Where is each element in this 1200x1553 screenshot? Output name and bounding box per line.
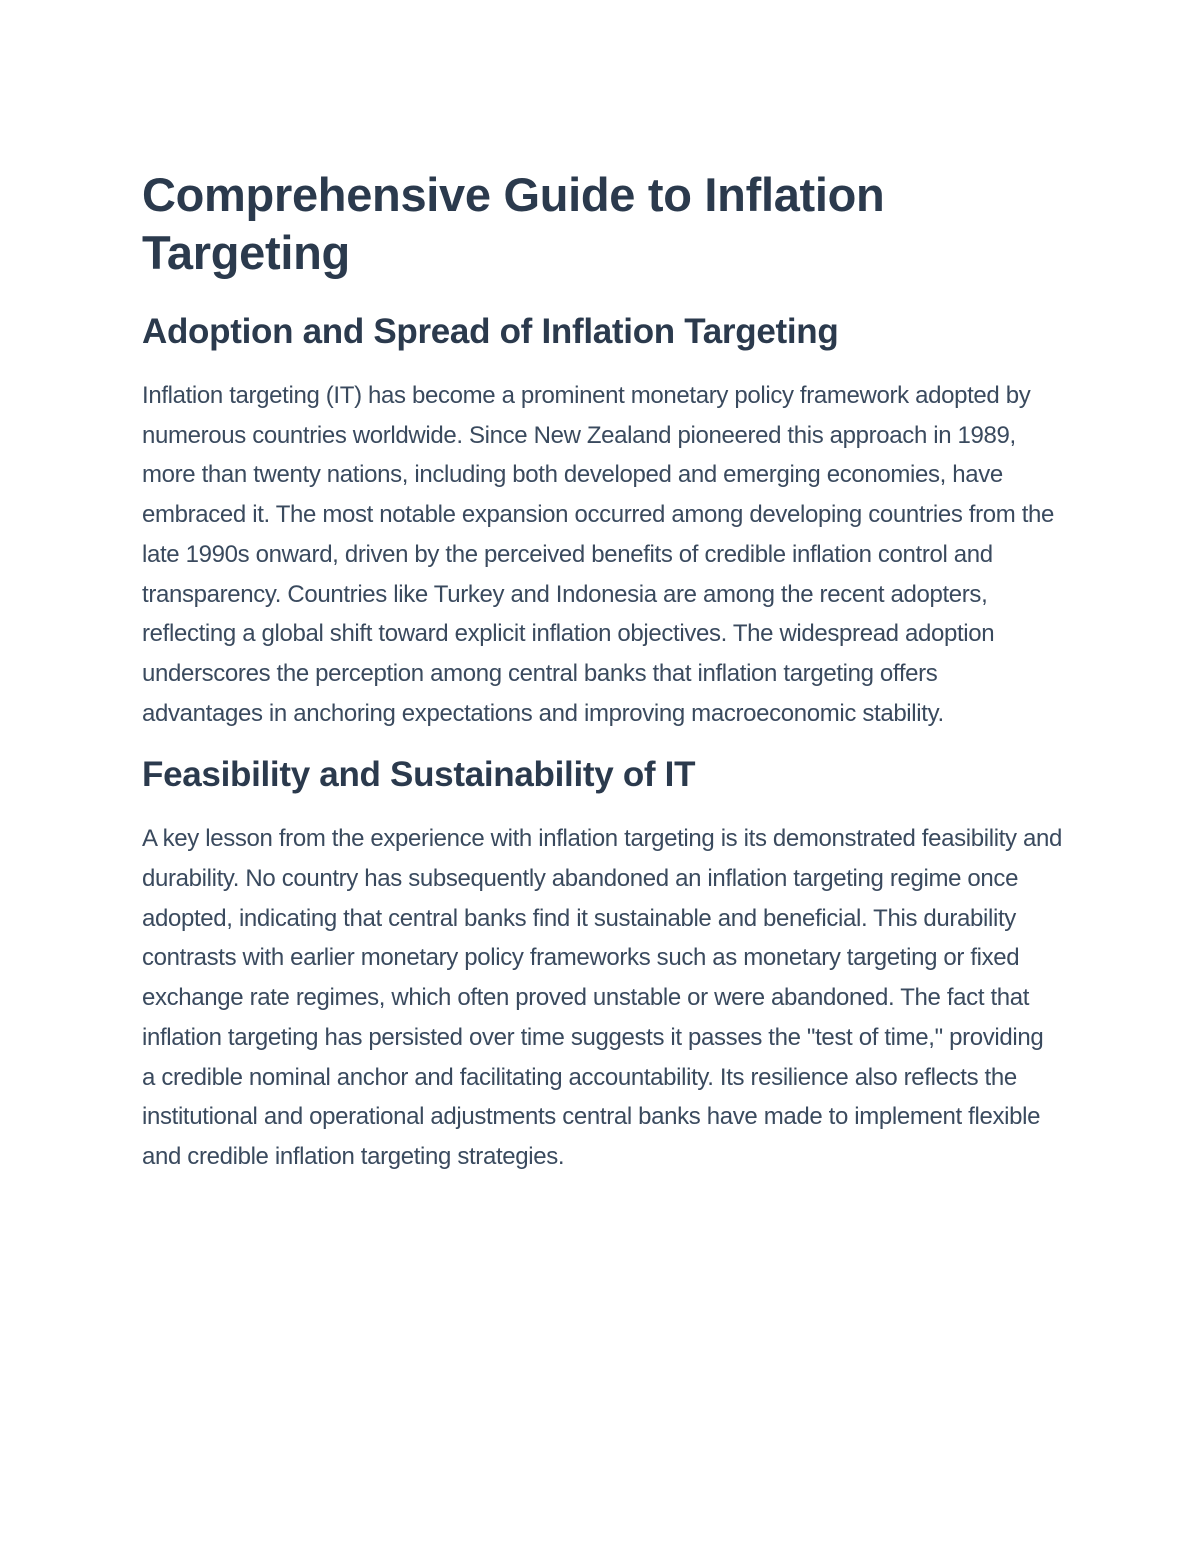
section-adoption: [142, 310, 1062, 733]
section-feasibility: [142, 753, 1062, 1176]
section-heading: Feasibility and Sustainability of IT: [142, 755, 696, 795]
section-paragraph: Inflation targeting (IT) has become a prominent monetary policy framework adopted by numerous countries worldwide. Since New Zealand pioneered this approach in 1989, more than twenty nations, including both developed and emerging economies, have embraced it. The most notable expansion occurred among developing countries from the late 1990s onward, driven by the perceived benefits of credible inflation control and transparency. Countries like Turkey and Indonesia are among the recent adopters, reflecting a global shift toward explicit inflation objectives. The widespread adoption underscores the perception among central banks that inflation targeting offers advantages in anchoring expectations and improving macroeconomic stability.: [142, 382, 1055, 727]
page-title: Comprehensive Guide to Inflation Targeting: [142, 168, 885, 279]
section-paragraph: A key lesson from the experience with inflation targeting is its demonstrated feasibility and durability. No country has subsequently abandoned an inflation targeting regime once adopted, indicating that central banks find it sustainable and beneficial. This durability contrasts with earlier monetary policy frameworks such as monetary targeting or fixed exchange rate regimes, which often proved unstable or were abandoned. The fact that inflation targeting has persisted over time suggests it passes the "test of time," providing a credible nominal anchor and facilitating accountability. Its resilience also reflects the institutional and operational adjustments central banks have made to implement flexible and credible inflation targeting strategies.: [142, 825, 1062, 1170]
section-heading: Adoption and Spread of Inflation Targeting: [142, 312, 839, 351]
document-page: [142, 166, 1062, 1197]
